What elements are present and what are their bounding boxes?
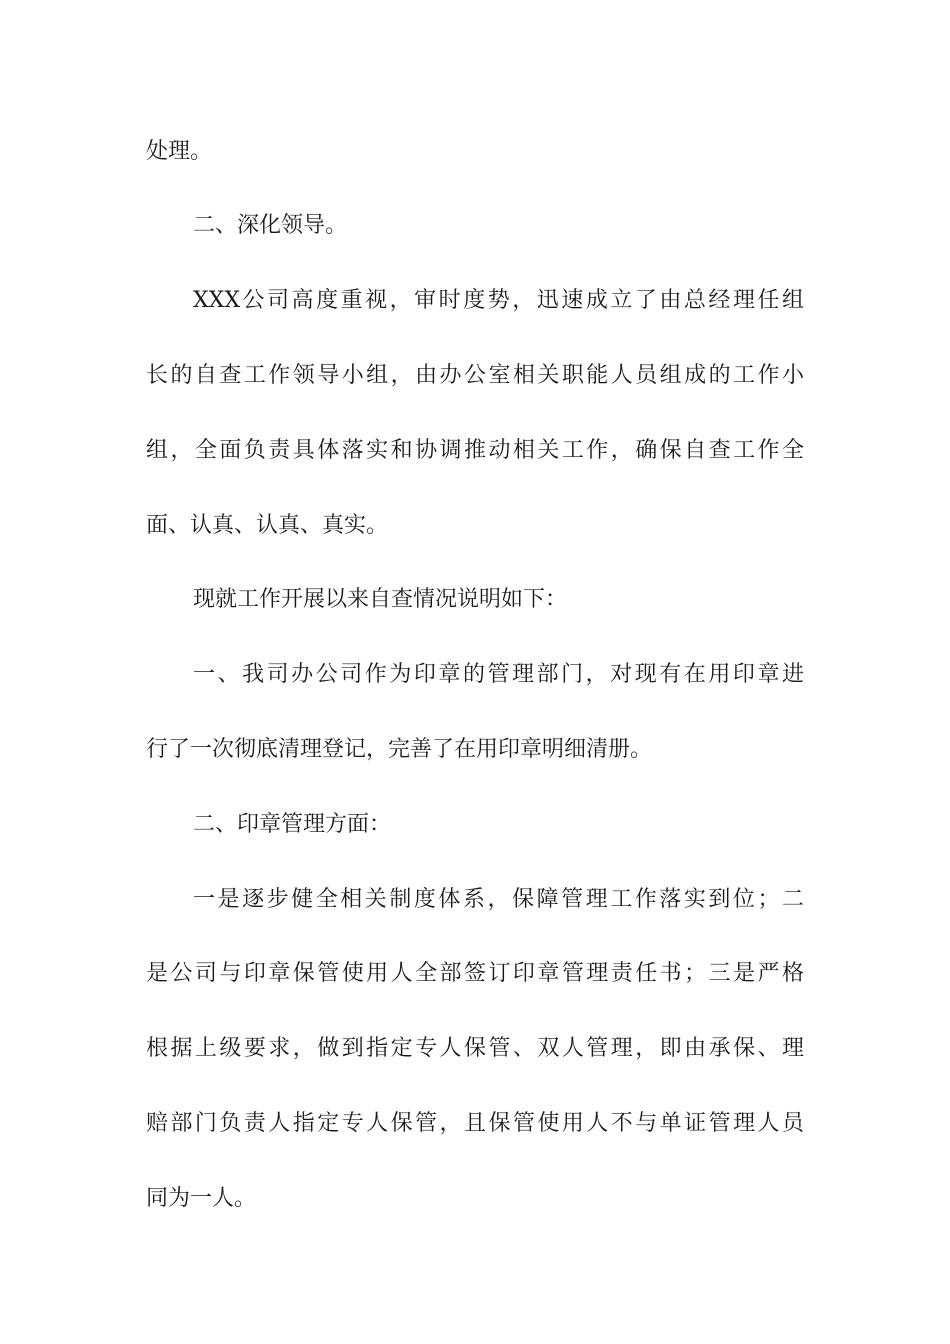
section-heading: 二、深化领导。 [193,213,348,238]
text-line: 组，全面负责具体落实和协调推动相关工作，确保自查工作全 [146,438,804,463]
text-line: 根据上级要求，做到指定专人保管、双人管理，即由承保、理 [146,1036,804,1061]
text-line: XXX公司高度重视，审时度势，迅速成立了由总经理任组 [193,288,804,313]
text-line: 现就工作开展以来自查情况说明如下： [193,587,568,612]
text-line: 一是逐步健全相关制度体系，保障管理工作落实到位；二 [193,887,804,912]
text-line: 长的自查工作领导小组，由办公室相关职能人员组成的工作小 [146,363,804,388]
text-line: 一、我司办公司作为印章的管理部门，对现有在用印章进 [193,662,804,687]
section-heading: 二、印章管理方面： [193,812,392,837]
text-line: 行了一次彻底清理登记，完善了在用印章明细清册。 [146,737,653,762]
text-line: 处理。 [146,139,213,164]
text-line: 是公司与印章保管使用人全部签订印章管理责任书；三是严格 [146,961,804,986]
text-line: 同为一人。 [146,1186,257,1211]
text-line: 面、认真、认真、真实。 [146,513,389,538]
text-line: 赔部门负责人指定专人保管，且保管使用人不与单证管理人员 [146,1111,804,1136]
